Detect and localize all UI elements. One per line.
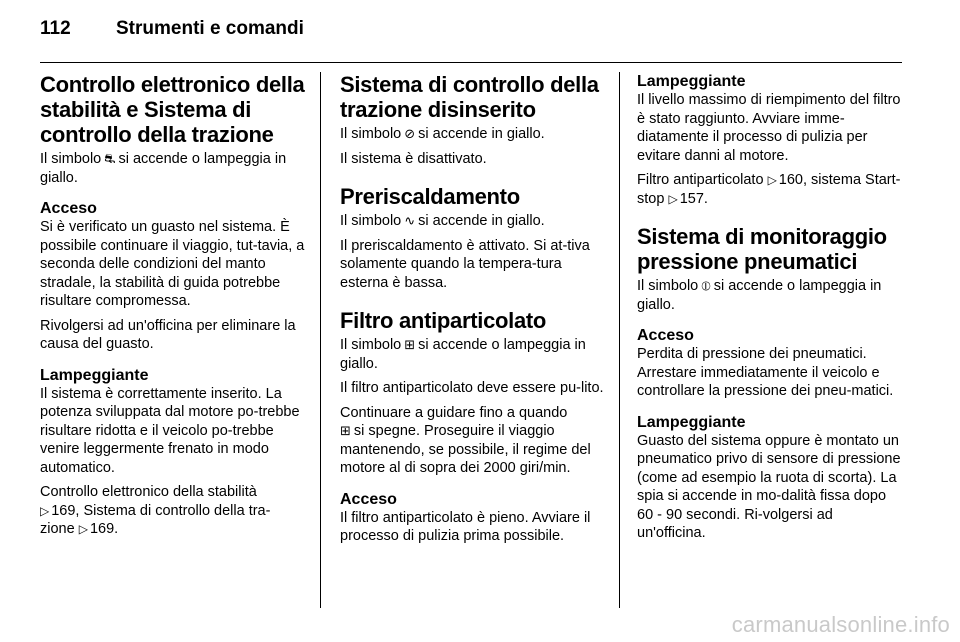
esc-intro: Il simbolo ⛐ si accende o lampeggia in giallo. bbox=[40, 151, 287, 186]
esc-acceso-advice: Rivolgersi ad un'officina per eliminare la causa del guasto. bbox=[40, 317, 296, 352]
dpf-icon: ⊞ bbox=[340, 423, 351, 438]
glow-plug-icon: ∿ bbox=[404, 213, 416, 228]
preheat-title: Preriscaldamento bbox=[340, 184, 520, 209]
preheat-intro: Il simbolo ∿ si accende in giallo. bbox=[340, 213, 545, 229]
header-rule bbox=[40, 62, 902, 63]
dpf-crossref: Filtro antiparticolato ▷ 160, sistema Start-stop ▷ 157. bbox=[637, 172, 901, 207]
section-title: Strumenti e comandi bbox=[116, 18, 304, 39]
watermark: carmanualsonline.info bbox=[731, 612, 950, 637]
dpf-icon: ⊞ bbox=[404, 337, 416, 352]
dpf-lampeggiante-text: Il livello massimo di riempimento del filtro è stato raggiunto. Avviare imme-diatamente il processo di pulizia per evitare danni al motore. bbox=[637, 92, 901, 164]
tcs-off-icon: ⊘ bbox=[404, 126, 416, 141]
esc-lampeggiante-heading: Lampeggiante bbox=[40, 366, 149, 384]
tpms-lampeggiante-heading: Lampeggiante bbox=[637, 413, 746, 431]
tpms-acceso-heading: Acceso bbox=[637, 327, 694, 344]
column-1 bbox=[40, 72, 305, 545]
dpf-continue: Continuare a guidare fino a quando ⊞ si spegne. Proseguire il viaggio mantenendo, se possibile, il regime del motore al di sopra dei 2000 giri/min. bbox=[340, 404, 591, 476]
column-3 bbox=[637, 72, 902, 549]
tcs-title: Sistema di controllo della trazione disinserito bbox=[340, 72, 599, 122]
tpms-intro: Il simbolo ⦶ si accende o lampeggia in giallo. bbox=[637, 278, 882, 313]
dpf-text: Il filtro antiparticolato deve essere pu-lito. bbox=[340, 380, 604, 396]
page-number: 112 bbox=[40, 18, 71, 39]
tpms-lampeggiante-text: Guasto del sistema oppure è montato un pneumatico privo di sensore di pressione (come ad esempio la ruota di scorta). La spia si accende in mo-dalità fissa dopo 60 - 90 secondi. Ri-volgersi ad un'officina. bbox=[637, 432, 901, 541]
esc-crossref: Controllo elettronico della stabilità ▷ 169, Sistema di controllo della tra-zione ▷ 169. bbox=[40, 484, 271, 537]
dpf-lampeggiante-heading: Lampeggiante bbox=[637, 73, 746, 90]
page-ref-arrow-icon: ▷ bbox=[668, 191, 678, 206]
column-divider-1 bbox=[320, 72, 321, 608]
column-2 bbox=[340, 72, 605, 552]
preheat-text: Il preriscaldamento è attivato. Si at-tiva solamente quando la tempera-tura esterna è bassa. bbox=[340, 237, 590, 291]
esc-lampeggiante-text: Il sistema è correttamente inserito. La potenza sviluppata dal motore po-trebbe risultare ridotta e il veicolo po-trebbe venire leggermente frenato in modo automatico. bbox=[40, 385, 300, 476]
tpms-acceso-text: Perdita di pressione dei pneumatici. Arrestare immediatamente il veicolo e controllare la pressione dei pneu-matici. bbox=[637, 346, 894, 399]
dpf-acceso-heading: Acceso bbox=[340, 490, 397, 508]
page-ref-arrow-icon: ▷ bbox=[40, 503, 50, 518]
column-divider-2 bbox=[619, 72, 620, 608]
tpms-icon: ⦶ bbox=[701, 278, 711, 293]
esc-title: Controllo elettronico della stabilità e Sistema di controllo della trazione bbox=[40, 72, 305, 147]
page-ref-arrow-icon: ▷ bbox=[78, 522, 88, 536]
dpf-acceso-text: Il filtro antiparticolato è pieno. Avviare il processo di pulizia prima possibile. bbox=[340, 509, 591, 544]
page-ref-arrow-icon: ▷ bbox=[767, 173, 777, 187]
tcs-status: Il sistema è disattivato. bbox=[340, 150, 487, 167]
esc-acceso-text: Si è verificato un guasto nel sistema. È possibile continuare il viaggio, tut-tavia, a seconda delle condizioni del manto stradale, la stabilità di guida potrebbe risultare compromessa. bbox=[40, 219, 305, 309]
tcs-intro: Il simbolo ⊘ si accende in giallo. bbox=[340, 126, 545, 142]
esc-acceso-heading: Acceso bbox=[40, 200, 97, 217]
dpf-intro: Il simbolo ⊞ si accende o lampeggia in giallo. bbox=[340, 337, 586, 372]
dpf-title: Filtro antiparticolato bbox=[340, 308, 547, 333]
esc-warning-icon: ⛐ bbox=[104, 151, 116, 166]
tpms-title: Sistema di monitoraggio pressione pneumatici bbox=[637, 224, 887, 274]
